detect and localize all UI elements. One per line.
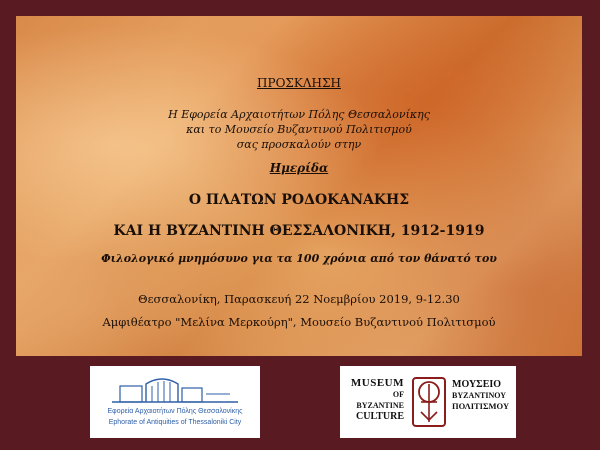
ephorate-name-greek: Εφορεία Αρχαιοτήτων Πόλης Θεσσαλονίκης xyxy=(107,408,243,415)
event-venue: Αμφιθέατρο "Μελίνα Μερκούρη", Μουσείο Βυζαντινού Πολιτισμού xyxy=(102,315,496,329)
museum-en-line-2: OF BYZANTINE xyxy=(356,390,404,410)
museum-name-greek xyxy=(452,379,514,412)
event-type: Ημερίδα xyxy=(269,161,329,175)
museum-gr-line-3: ΠΟΛΙΤΙΣΜΟΥ xyxy=(452,401,510,411)
ephorate-logo xyxy=(90,366,260,438)
museum-logo xyxy=(340,366,516,438)
invitation-panel xyxy=(16,16,582,356)
headline-line-2: ΚΑΙ Η ΒΥΖΑΝΤΙΝΗ ΘΕΣΣΑΛΟΝΙΚΗ, 1912-1919 xyxy=(113,223,485,239)
museum-emblem-icon xyxy=(411,376,447,428)
organizers-line-1: Η Εφορεία Αρχαιοτήτων Πόλης Θεσσαλονίκης xyxy=(168,108,430,121)
event-subtitle: Φιλολογικό μνημόσυνο για τα 100 χρόνια από τον θάνατό του xyxy=(101,252,497,265)
ephorate-building-icon xyxy=(106,372,244,406)
organizers-line-2: και το Μουσείο Βυζαντινού Πολιτισμού xyxy=(186,123,412,136)
museum-en-line-3: CULTURE xyxy=(356,411,404,422)
museum-name-english xyxy=(346,378,404,422)
event-date-time: Θεσσαλονίκη, Παρασκευή 22 Νοεμβρίου 2019, 9-12.30 xyxy=(138,292,460,306)
organizers-line-3: σας προσκαλούν στην xyxy=(236,138,362,151)
invitation-title: ΠΡΟΣΚΛΗΣΗ xyxy=(257,76,341,90)
museum-gr-line-1: ΜΟΥΣΕΙΟ xyxy=(452,379,502,390)
museum-gr-line-2: ΒΥΖΑΝΤΙΝΟΥ xyxy=(452,391,507,400)
ephorate-name-english: Ephorate of Antiquities of Thessaloniki City xyxy=(108,419,242,426)
museum-en-line-1: MUSEUM xyxy=(350,377,404,389)
headline-line-1: Ο ΠΛΑΤΩΝ ΡΟΔΟΚΑΝΑΚΗΣ xyxy=(188,192,410,208)
